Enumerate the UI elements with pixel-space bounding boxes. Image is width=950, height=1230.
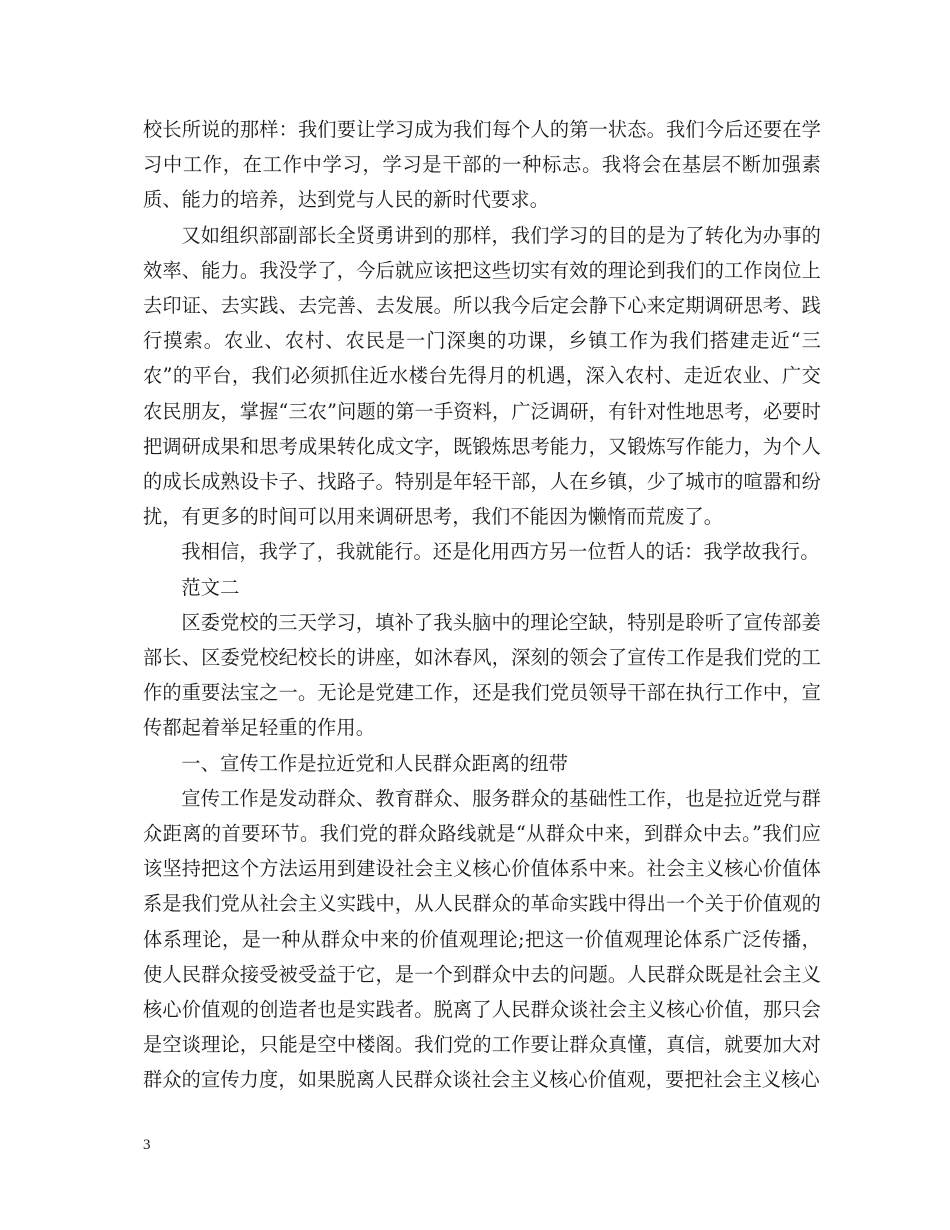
page-number: 3 [143,1137,151,1153]
paragraph: 又如组织部副部长全贤勇讲到的那样，我们学习的目的是为了转化为办事的效率、能力。我没学了，今后就应该把这些切实有效的理论到我们的工作岗位上去印证、去实践、去完善、去发展。所以我今后定会静下心来定期调研思考、践行摸索。农业、农村、农民是一门深奥的功课，乡镇工作为我们搭建走近“三农”的平台，我们必须抓住近水楼台先得月的机遇，深入农村、走近农业、广交农民朋友，掌握“三农”问题的第一手资料，广泛调研，有针对性地思考，必要时把调研成果和思考成果转化成文字，既锻炼思考能力，又锻炼写作能力，为个人的成长成熟设卡子、找路子。特别是年轻干部，人在乡镇，少了城市的喧嚣和纷扰，有更多的时间可以用来调研思考，我们不能因为懒惰而荒废了。 [143,223,821,529]
paragraph: 区委党校的三天学习，填补了我头脑中的理论空缺，特别是聆听了宣传部姜部长、区委党校纪校长的讲座，如沐春风，深刻的领会了宣传工作是我们党的工作的重要法宝之一。无论是党建工作，还是我们党员领导干部在执行工作中，宣传都起着举足轻重的作用。 [143,610,821,740]
subsection-heading: 一、宣传工作是拉近党和人民群众距离的纽带 [181,751,569,775]
document-body [143,112,821,1098]
section-heading: 范文二 [181,575,240,599]
paragraph: 我相信，我学了，我就能行。还是化用西方另一位哲人的话：我学故我行。 [181,540,820,564]
paragraph-continuation: 校长所说的那样：我们要让学习成为我们每个人的第一状态。我们今后还要在学习中工作，在工作中学习，学习是干部的一种标志。我将会在基层不断加强素质、能力的培养，达到党与人民的新时代要求。 [143,118,821,212]
paragraph: 宣传工作是发动群众、教育群众、服务群众的基础性工作，也是拉近党与群众距离的首要环节。我们党的群众路线就是“从群众中来，到群众中去。”我们应该坚持把这个方法运用到建设社会主义核心价值体系中来。社会主义核心价值体系是我们党从社会主义实践中，从人民群众的革命实践中得出一个关于价值观的体系理论，是一种从群众中来的价值观理论;把这一价值观理论体系广泛传播，使人民群众接受被受益于它，是一个到群众中去的问题。人民群众既是社会主义核心价值观的创造者也是实践者。脱离了人民群众谈社会主义核心价值，那只会是空谈理论，只能是空中楼阁。我们党的工作要让群众真懂，真信，就要加大对群众的宣传力度，如果脱离人民群众谈社会主义核心价值观，要把社会主义核心 [143,786,821,1092]
